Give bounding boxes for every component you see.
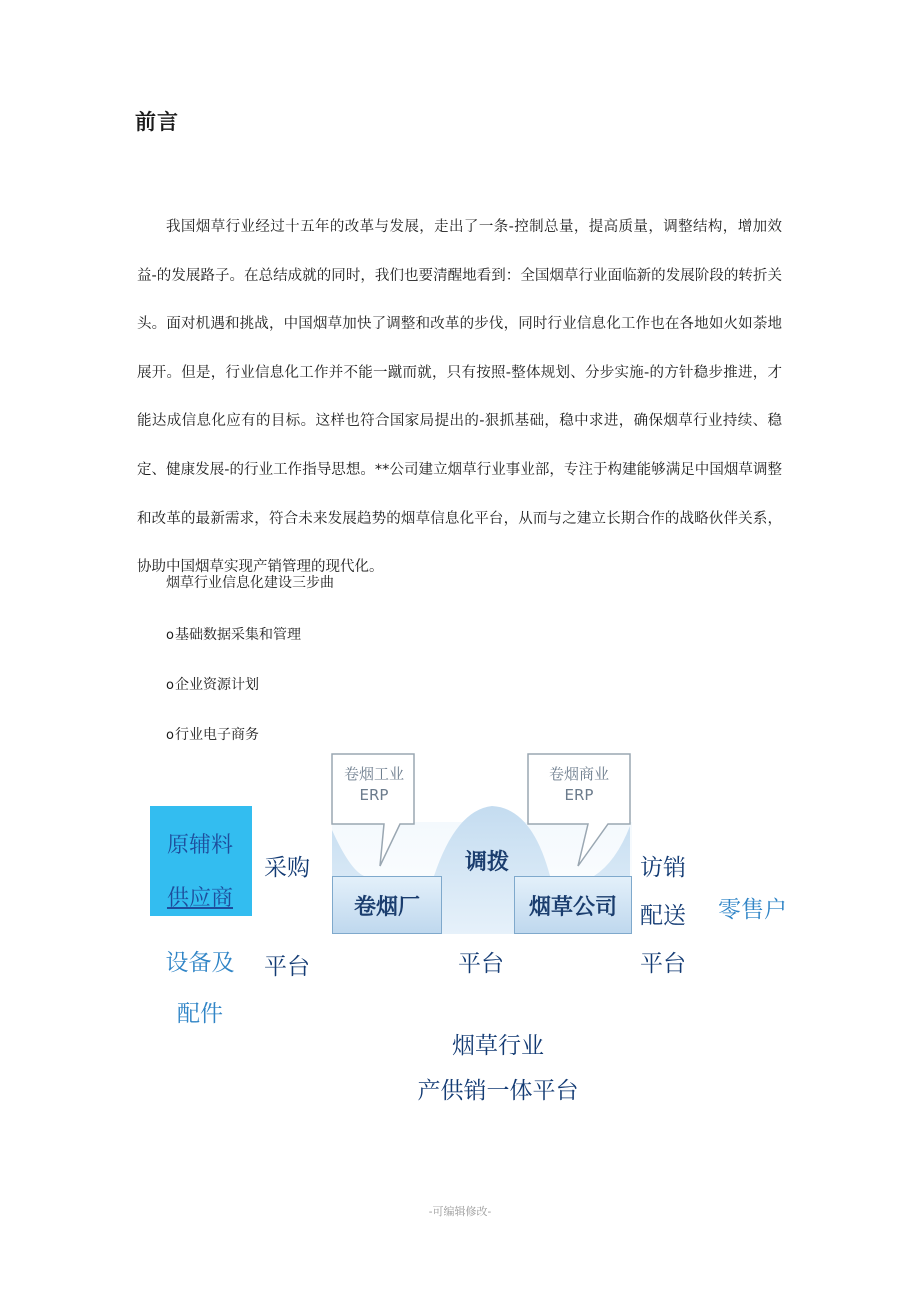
purchase-label-line2: 平台 (264, 954, 310, 980)
page-footer: -可编辑修改- (428, 1205, 492, 1218)
supplier-label-line1: 原辅料 (166, 833, 233, 858)
steps-title: 烟草行业信息化建设三步曲 (166, 575, 334, 591)
page-heading: 前言 (135, 110, 179, 134)
intro-text: 我国烟草行业经过十五年的改革与发展，走出了一条‑控制总量，提高质量，调整结构，增加效益‑的发展路子。在总结成就的同时，我们也要清醒地看到：全国烟草行业面临新的发展阶段的转折关头。面对机遇和挑战，中国烟草加快了调整和改革的步伐，同时行业信息化工作也在各地如火如荼地展开。但是，行业信息化工作并不能一蹴而就，只有按照‑整体规划、分步实施‑的方针稳步推进，才能达成信息化应有的目标。这样也符合国家局提出的‑狠抓基础，稳中求进，确保烟草行业持续、稳定、健康发展‑的行业工作指导思想。**公司建立烟草行业事业部，专注于构建能够满足中国烟草调整和改革的最新需求，符合未来发展趋势的烟草信息化平台，从而与之建立长期合作的战略伙伴关系，协助中国烟草实现产销管理的现代化。 (137, 219, 782, 576)
company-badge: 烟草公司 (514, 876, 632, 934)
retailer-label: 零售户 (718, 897, 787, 923)
commerce-erp-label-line2: ERP (564, 786, 594, 804)
equipment-label-line1: 设备及 (165, 950, 235, 976)
diagram-caption-line2: 产供销一体平台 (417, 1078, 579, 1104)
bullet-marker: o (166, 728, 174, 743)
transfer-label: 调拨 (464, 850, 509, 875)
factory-badge: 卷烟厂 (332, 876, 442, 934)
transfer-platform-label: 平台 (458, 951, 504, 977)
sales-label-line3: 平台 (640, 951, 686, 977)
intro-paragraph (137, 203, 782, 592)
equipment-label-line2: 配件 (177, 1001, 223, 1027)
commerce-erp-label-line1: 卷烟商业 (548, 765, 609, 783)
sales-label-line1: 访销 (640, 855, 686, 881)
supplier-label-line2: 供应商 (166, 886, 233, 911)
bullet-marker: o (166, 678, 174, 693)
step-label: 基础数据采集和管理 (174, 627, 301, 643)
diagram-caption-line1: 烟草行业 (452, 1033, 544, 1059)
step-item (166, 674, 259, 694)
step-label: 企业资源计划 (174, 677, 259, 693)
purchase-label-line1: 采购 (264, 855, 310, 881)
bullet-marker: o (166, 628, 174, 643)
sales-label-line2: 配送 (640, 903, 686, 929)
industry-erp-label-line1: 卷烟工业 (343, 765, 404, 783)
industry-erp-label-line2: ERP (359, 786, 389, 804)
step-label: 行业电子商务 (174, 727, 259, 743)
step-item (166, 724, 259, 744)
step-item (166, 624, 301, 644)
